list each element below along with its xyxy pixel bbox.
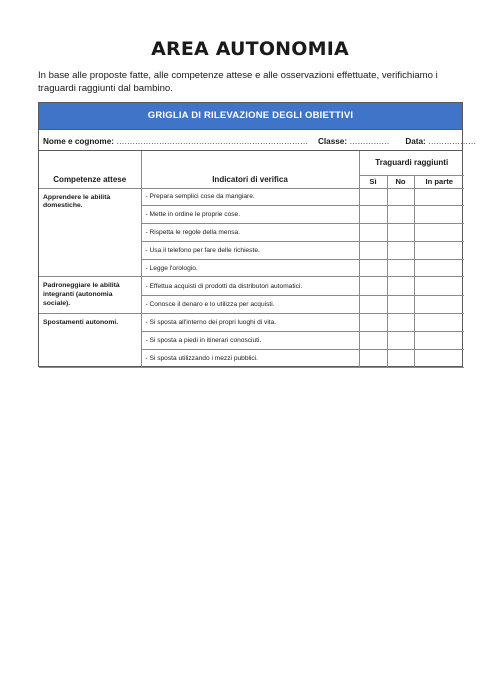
check-in-parte[interactable] xyxy=(414,206,464,224)
check-in-parte[interactable] xyxy=(414,259,464,277)
indicator-cell: - Si sposta all'interno dei propri luoghi di vita. xyxy=(141,314,359,332)
indicator-cell: - Mette in ordine le proprie cose. xyxy=(141,206,359,224)
date-label: Data: xyxy=(405,137,429,146)
check-si[interactable] xyxy=(359,241,387,259)
competenza-cell: Spostamenti autonomi. xyxy=(39,314,141,367)
class-fill-line: …………… xyxy=(349,137,390,146)
check-no[interactable] xyxy=(387,314,414,332)
check-si[interactable] xyxy=(359,188,387,206)
check-no[interactable] xyxy=(387,349,414,367)
name-fill-line: ……………………………………………………………… xyxy=(116,137,308,146)
check-in-parte[interactable] xyxy=(414,224,464,242)
check-si[interactable] xyxy=(359,314,387,332)
indicator-cell: - Prepara semplici cose da mangiare. xyxy=(141,188,359,206)
check-no[interactable] xyxy=(387,241,414,259)
objectives-grid xyxy=(38,102,476,367)
check-si[interactable] xyxy=(359,224,387,242)
competenza-cell: Padroneggiare le abilità integranti (autonomia sociale). xyxy=(39,277,141,314)
header-traguardi: Traguardi raggiunti xyxy=(359,151,464,175)
check-si[interactable] xyxy=(359,295,387,313)
date-fill-line: ……………… xyxy=(428,137,476,146)
check-si[interactable] xyxy=(359,259,387,277)
check-si[interactable] xyxy=(359,332,387,350)
check-si[interactable] xyxy=(359,206,387,224)
check-in-parte[interactable] xyxy=(414,241,464,259)
indicator-cell: - Si sposta utilizzando i mezzi pubblici. xyxy=(141,349,359,367)
indicator-cell: - Conosce il denaro e lo utilizza per acquisti. xyxy=(141,295,359,313)
check-no[interactable] xyxy=(387,206,414,224)
check-no[interactable] xyxy=(387,224,414,242)
header-indicatori: Indicatori di verifica xyxy=(141,151,359,188)
check-no[interactable] xyxy=(387,332,414,350)
name-field[interactable] xyxy=(43,137,308,146)
check-si[interactable] xyxy=(359,349,387,367)
class-field[interactable] xyxy=(318,137,389,146)
page-title: AREA AUTONOMIA xyxy=(151,38,349,60)
grid-banner: GRIGLIA DI RILEVAZIONE DEGLI OBIETTIVI xyxy=(39,103,462,129)
competenza-cell: Apprendere le abilità domestiche. xyxy=(39,188,141,277)
class-label: Classe: xyxy=(317,137,350,146)
table-row xyxy=(39,188,464,206)
table-row xyxy=(39,314,464,332)
indicator-cell: - Si sposta a piedi in itinerari conosciuti. xyxy=(141,332,359,350)
check-in-parte[interactable] xyxy=(414,349,464,367)
check-no[interactable] xyxy=(387,259,414,277)
indicator-cell: - Rispetta le regole della mensa. xyxy=(141,224,359,242)
header-in-parte: In parte xyxy=(414,175,464,188)
check-no[interactable] xyxy=(387,188,414,206)
indicator-cell: - Effettua acquisti di prodotti da distributori automatici. xyxy=(141,277,359,295)
check-in-parte[interactable] xyxy=(414,295,464,313)
check-si[interactable] xyxy=(359,277,387,295)
date-field[interactable] xyxy=(405,137,476,146)
check-no[interactable] xyxy=(387,295,414,313)
table-row xyxy=(39,277,464,295)
name-label: Nome e cognome: xyxy=(43,137,117,146)
check-in-parte[interactable] xyxy=(414,332,464,350)
check-in-parte[interactable] xyxy=(414,277,464,295)
check-in-parte[interactable] xyxy=(414,188,464,206)
header-si: Sì xyxy=(359,175,387,188)
verification-table xyxy=(39,151,464,368)
check-in-parte[interactable] xyxy=(414,314,464,332)
header-competenze: Competenze attese xyxy=(39,151,141,188)
check-no[interactable] xyxy=(387,277,414,295)
student-info-row xyxy=(39,129,476,151)
intro-text: In base alle proposte fatte, alle competenze attese e alle osservazioni effettuate, verifichiamo i traguardi raggiunti dal bambino. xyxy=(38,70,438,94)
header-no: No xyxy=(387,175,414,188)
indicator-cell: - Legge l'orologio. xyxy=(141,259,359,277)
indicator-cell: - Usa il telefono per fare delle richieste. xyxy=(141,241,359,259)
